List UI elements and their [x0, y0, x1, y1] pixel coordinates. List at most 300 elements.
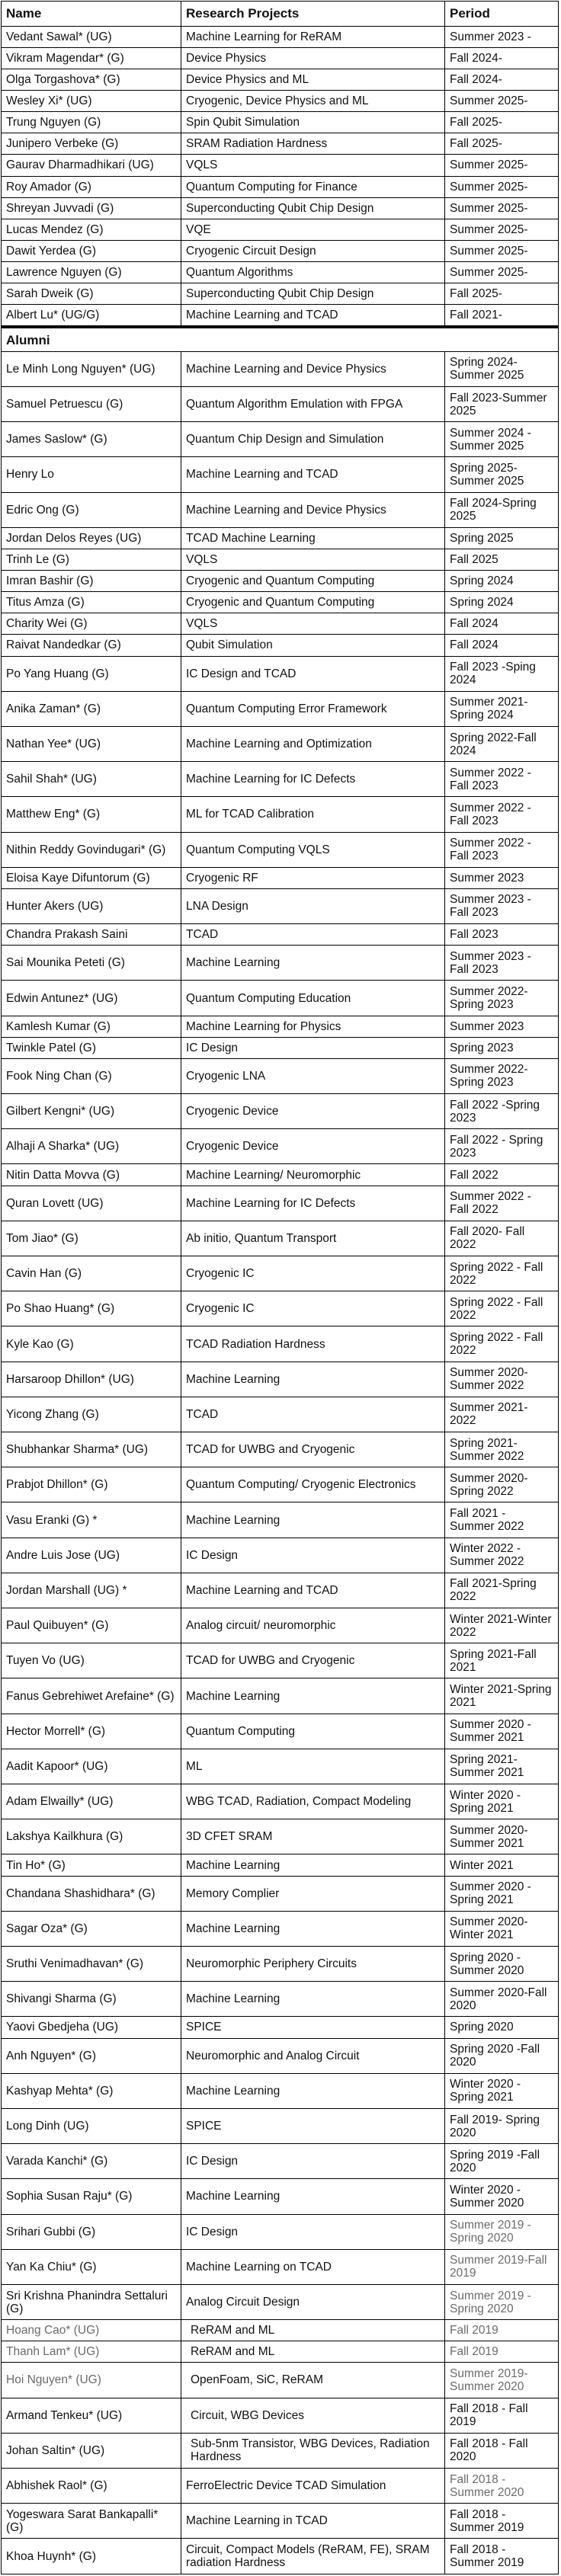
research-project: ReRAM and ML [181, 2320, 445, 2341]
person-name: Tuyen Vo (UG) [2, 1643, 181, 1678]
research-project: Machine Learning [181, 1678, 445, 1713]
table-row [2, 2039, 558, 2074]
research-project: Cryogenic and Quantum Computing [181, 571, 445, 591]
research-project: Device Physics and ML [181, 69, 445, 90]
person-name: Junipero Verbeke (G) [2, 133, 181, 154]
research-project: Machine Learning and Device Physics [181, 352, 445, 386]
research-project: VQLS [181, 155, 445, 175]
table-row [2, 1947, 558, 1982]
period: Fall 2021- [450, 309, 502, 322]
table-row [2, 657, 558, 692]
period: Spring 2022 - Fall 2022 [450, 1295, 543, 1322]
table-row [2, 1784, 558, 1819]
period: Summer 2020-Summer 2021 [450, 1823, 528, 1850]
table-row [2, 833, 558, 868]
table-row [2, 635, 558, 656]
research-project: Analog Circuit Design [181, 2285, 445, 2319]
period: Summer 2020-Summer 2022 [450, 1366, 528, 1393]
table-row [2, 2074, 558, 2109]
person-name: Abhishek Raol* (G) [2, 2469, 181, 2503]
person-name: Roy Amador (G) [2, 177, 181, 197]
person-name: Edric Ong (G) [2, 493, 181, 527]
period: Fall 2023 -Sping 2024 [450, 661, 536, 687]
person-name: Thanh Lam* (UG) [2, 2341, 181, 2362]
period: Winter 2022 - Summer 2022 [450, 1542, 524, 1569]
table-row [2, 112, 558, 133]
table-row [2, 1164, 558, 1186]
research-project: Quantum Computing Error Framework [181, 692, 445, 726]
table-row [2, 2109, 558, 2144]
table-row [2, 1016, 558, 1038]
table-row [2, 613, 558, 635]
period: Summer 2025- [450, 201, 528, 215]
period: Fall 2022 -Spring 2023 [450, 1098, 540, 1125]
table-row [2, 1038, 558, 1059]
research-project: WBG TCAD, Radiation, Compact Modeling [181, 1784, 445, 1819]
research-project: SPICE [181, 2017, 445, 2037]
period: Fall 2024 [450, 638, 498, 652]
person-name: Anh Nguyen* (G) [2, 2039, 181, 2073]
research-project: Machine Learning in TCAD [181, 2504, 445, 2538]
research-project: OpenFoam, SiC, ReRAM [181, 2363, 445, 2397]
research-project: Superconducting Qubit Chip Design [181, 283, 445, 304]
research-project: IC Design [181, 1538, 445, 1573]
period: Summer 2025- [450, 222, 528, 236]
period: Fall 2025- [450, 116, 502, 130]
period: Fall 2020- Fall 2022 [450, 1225, 525, 1252]
period: Summer 2025- [450, 266, 528, 280]
person-name: Srihari Gubbi (G) [2, 2215, 181, 2249]
person-name: Sai Mounika Peteti (G) [2, 946, 181, 980]
person-name: Shivangi Sharma (G) [2, 1982, 181, 2016]
table-row [2, 2363, 558, 2398]
period: Spring 2024 [450, 596, 514, 610]
research-project: Machine Learning and TCAD [181, 305, 445, 325]
table-row [2, 1326, 558, 1362]
person-name: Anika Zaman* (G) [2, 692, 181, 726]
table-row [2, 1186, 558, 1221]
research-project: Machine Learning and TCAD [181, 457, 445, 491]
table-row [2, 1749, 558, 1784]
table-row [2, 762, 558, 797]
research-project: Machine Learning and TCAD [181, 1573, 445, 1608]
period: Fall 2021 - Summer 2022 [450, 1507, 524, 1534]
research-project: ReRAM and ML [181, 2341, 445, 2362]
person-name: Sophia Susan Raju* (G) [2, 2179, 181, 2213]
person-name: Yicong Zhang (G) [2, 1397, 181, 1432]
table-row [2, 387, 558, 422]
period: Fall 2023 [450, 928, 498, 942]
research-project: Neuromorphic and Analog Circuit [181, 2039, 445, 2073]
person-name: Le Minh Long Nguyen* (UG) [2, 352, 181, 386]
table-row [2, 1256, 558, 1291]
period: Fall 2025- [450, 287, 502, 301]
research-project: IC Design [181, 1038, 445, 1058]
table-row [2, 91, 558, 112]
person-name: Hoang Cao* (UG) [2, 2320, 181, 2341]
period: Summer 2023 - Fall 2023 [450, 893, 531, 920]
period: Winter 2021-Spring 2021 [450, 1683, 552, 1710]
table-row [2, 2179, 558, 2214]
period: Summer 2022-Spring 2023 [450, 985, 528, 1011]
period: Summer 2023 [450, 1019, 524, 1033]
period: Fall 2024- [450, 72, 502, 86]
period: Summer 2019-Summer 2020 [450, 2366, 528, 2393]
period: Winter 2021-Winter 2022 [450, 1612, 552, 1639]
period: Spring 2025 [450, 531, 514, 545]
research-project: TCAD Radiation Hardness [181, 1326, 445, 1361]
period: Summer 2021-2022 [450, 1401, 528, 1428]
research-project: Quantum Computing for Finance [181, 177, 445, 197]
research-project: LNA Design [181, 889, 445, 923]
person-name: Prabjot Dhillon* (G) [2, 1467, 181, 1502]
research-project: Quantum Computing VQLS [181, 833, 445, 867]
people-table [1, 1, 559, 2574]
person-name: Nitin Datta Movva (G) [2, 1164, 181, 1185]
research-project: TCAD [181, 924, 445, 945]
table-row [2, 2285, 558, 2320]
person-name: Lakshya Kailkhura (G) [2, 1819, 181, 1854]
person-name: Tom Jiao* (G) [2, 1221, 181, 1256]
table-row [2, 1912, 558, 1947]
person-name: Harsaroop Dhillon* (UG) [2, 1362, 181, 1397]
person-name: Lucas Mendez (G) [2, 219, 181, 240]
table-row [2, 2341, 558, 2363]
period: Summer 2020-Spring 2022 [450, 1471, 528, 1498]
person-name: Kamlesh Kumar (G) [2, 1016, 181, 1037]
research-project: 3D CFET SRAM [181, 1819, 445, 1854]
period: Fall 2019- Spring 2020 [450, 2113, 540, 2139]
period: Winter 2020 - Summer 2020 [450, 2183, 524, 2210]
research-project: VQLS [181, 549, 445, 570]
person-name: Kashyap Mehta* (G) [2, 2074, 181, 2108]
period: Fall 2019 [450, 2324, 498, 2338]
person-name: Sruthi Venimadhavan* (G) [2, 1947, 181, 1981]
table-row [2, 27, 558, 48]
person-name: Edwin Antunez* (UG) [2, 981, 181, 1015]
table-row [2, 981, 558, 1016]
period: Spring 2024-Summer 2025 [450, 356, 524, 382]
table-row [2, 2539, 558, 2574]
person-name: Sri Krishna Phanindra Settaluri (G) [2, 2285, 181, 2319]
table-row [2, 1094, 558, 1129]
period: Fall 2022 [450, 1168, 498, 1182]
table-row [2, 1059, 558, 1094]
table-row [2, 422, 558, 457]
period: Fall 2018 - Summer 2019 [450, 2543, 524, 2569]
person-name: Aadit Kapoor* (UG) [2, 1749, 181, 1784]
table-row [2, 1432, 558, 1467]
person-name: Hunter Akers (UG) [2, 889, 181, 923]
period: Summer 2024 - Summer 2025 [450, 426, 531, 453]
person-name: Sahil Shah* (UG) [2, 762, 181, 796]
research-project: Ab initio, Quantum Transport [181, 1221, 445, 1256]
table-row [2, 549, 558, 571]
research-project: Machine Learning [181, 2074, 445, 2108]
table-row [2, 592, 558, 613]
period: Spring 2022 - Fall 2022 [450, 1260, 543, 1287]
research-project: ML for TCAD Calibration [181, 797, 445, 831]
table-row [2, 2215, 558, 2250]
table-row [2, 262, 558, 283]
period: Summer 2019 - Spring 2020 [450, 2219, 531, 2245]
period: Fall 2018 - Summer 2020 [450, 2472, 524, 2499]
period: Summer 2022 - Fall 2023 [450, 837, 531, 863]
person-name: Nithin Reddy Govindugari* (G) [2, 833, 181, 867]
research-project: IC Design and TCAD [181, 657, 445, 691]
table-row [2, 1819, 558, 1854]
table-row [2, 2144, 558, 2179]
period: Spring 2019 -Fall 2020 [450, 2148, 540, 2174]
person-name: Charity Wei (G) [2, 613, 181, 634]
table-row [2, 1877, 558, 1912]
research-project: Machine Learning [181, 946, 445, 980]
period: Summer 2025- [450, 180, 528, 194]
table-row [2, 1854, 558, 1876]
person-name: Yaovi Gbedjeha (UG) [2, 2017, 181, 2037]
period: Spring 2021-Summer 2021 [450, 1753, 524, 1780]
research-project: Cryogenic IC [181, 1291, 445, 1326]
research-project: Quantum Computing/ Cryogenic Electronics [181, 1467, 445, 1502]
research-project: Quantum Computing [181, 1714, 445, 1749]
person-name: Andre Luis Jose (UG) [2, 1538, 181, 1573]
period: Winter 2020 - Spring 2021 [450, 2078, 521, 2104]
person-name: Sagar Oza* (G) [2, 1912, 181, 1946]
research-project: Spin Qubit Simulation [181, 112, 445, 133]
person-name: Fanus Gebrehiwet Arefaine* (G) [2, 1678, 181, 1713]
research-project: TCAD for UWBG and Cryogenic [181, 1432, 445, 1467]
table-row [2, 69, 558, 91]
person-name: Kyle Kao (G) [2, 1326, 181, 1361]
research-project: Machine Learning/ Neuromorphic [181, 1164, 445, 1185]
research-project: IC Design [181, 2215, 445, 2249]
period: Winter 2021 [450, 1858, 514, 1872]
table-row [2, 1467, 558, 1502]
research-project: Machine Learning [181, 1982, 445, 2016]
person-name: Lawrence Nguyen (G) [2, 262, 181, 283]
period: Fall 2025- [450, 137, 502, 151]
period: Summer 2022 - Fall 2022 [450, 1190, 531, 1217]
person-name: Adam Elwailly* (UG) [2, 1784, 181, 1819]
table-row [2, 352, 558, 387]
period: Summer 2022 - Fall 2023 [450, 801, 531, 827]
table-row [2, 1643, 558, 1678]
research-project: Neuromorphic Periphery Circuits [181, 1947, 445, 1981]
period: Fall 2018 - Fall 2020 [450, 2437, 528, 2464]
table-row [2, 946, 558, 981]
research-project: Machine Learning and Optimization [181, 727, 445, 761]
table-row [2, 283, 558, 305]
table-row [2, 889, 558, 924]
period: Spring 2022 - Fall 2022 [450, 1331, 543, 1357]
research-project: Machine Learning for IC Defects [181, 1186, 445, 1221]
research-project: Machine Learning [181, 1502, 445, 1537]
research-project: Machine Learning and Device Physics [181, 493, 445, 527]
person-name: Sarah Dweik (G) [2, 283, 181, 304]
period: Fall 2022 - Spring 2023 [450, 1133, 543, 1160]
research-project: Cryogenic, Device Physics and ML [181, 91, 445, 111]
person-name: Po Yang Huang (G) [2, 657, 181, 691]
person-name: Jordan Marshall (UG) * [2, 1573, 181, 1608]
table-row [2, 2017, 558, 2038]
person-name: Gaurav Dharmadhikari (UG) [2, 155, 181, 175]
research-project: Machine Learning [181, 1854, 445, 1875]
table-row [2, 1608, 558, 1643]
person-name: Twinkle Patel (G) [2, 1038, 181, 1058]
table-row [2, 1502, 558, 1538]
person-name: Vasu Eranki (G) * [2, 1502, 181, 1537]
research-project: Quantum Algorithms [181, 262, 445, 283]
table-row [2, 198, 558, 219]
research-project: Circuit, Compact Models (ReRAM, FE), SRAM radiation Hardness [181, 2539, 445, 2573]
period: Summer 2020 - Spring 2021 [450, 1880, 531, 1907]
person-name: Samuel Petruescu (G) [2, 387, 181, 421]
person-name: Fook Ning Chan (G) [2, 1059, 181, 1093]
person-name: Shubhankar Sharma* (UG) [2, 1432, 181, 1467]
table-row [2, 924, 558, 946]
person-name: Matthew Eng* (G) [2, 797, 181, 831]
table-row [2, 2320, 558, 2341]
research-project: SRAM Radiation Hardness [181, 133, 445, 154]
table-row [2, 457, 558, 492]
period: Fall 2024- [450, 51, 502, 65]
person-name: Nathan Yee* (UG) [2, 727, 181, 761]
person-name: Jordan Delos Reyes (UG) [2, 528, 181, 549]
person-name: Hector Morrell* (G) [2, 1714, 181, 1749]
period: Fall 2025 [450, 552, 498, 566]
period: Fall 2018 - Fall 2019 [450, 2402, 528, 2429]
table-row [2, 1291, 558, 1326]
table-row [2, 1129, 558, 1164]
table-row [2, 1538, 558, 1573]
table-row [2, 305, 558, 326]
table-row [2, 1714, 558, 1749]
table-row [2, 177, 558, 198]
table-row [2, 2434, 558, 2469]
alumni-section-header [2, 328, 558, 351]
person-name: Wesley Xi* (UG) [2, 91, 181, 111]
period: Summer 2023 - [450, 30, 531, 43]
research-project: Machine Learning [181, 1362, 445, 1397]
period: Spring 2022-Fall 2024 [450, 731, 537, 757]
period: Fall 2019 [450, 2345, 498, 2359]
table-row [2, 797, 558, 832]
person-name: Paul Quibuyen* (G) [2, 1608, 181, 1643]
person-name: Vedant Sawal* (UG) [2, 27, 181, 47]
period: Spring 2021-Fall 2021 [450, 1647, 537, 1674]
table-row [2, 48, 558, 69]
table-row [2, 528, 558, 549]
table-row [2, 1362, 558, 1397]
table-row [2, 493, 558, 528]
research-project: IC Design [181, 2144, 445, 2178]
person-name: Armand Tenkeu* (UG) [2, 2398, 181, 2433]
research-project: Machine Learning on TCAD [181, 2250, 445, 2284]
person-name: Tin Ho* (G) [2, 1854, 181, 1875]
person-name: Khoa Huynh* (G) [2, 2539, 181, 2573]
research-project: Memory Complier [181, 1877, 445, 1911]
period: Summer 2020 - Summer 2021 [450, 1718, 531, 1745]
research-project: Analog circuit/ neuromorphic [181, 1608, 445, 1643]
period: Summer 2025- [450, 94, 528, 108]
person-name: James Saslow* (G) [2, 422, 181, 456]
person-name: Chandana Shashidhara* (G) [2, 1877, 181, 1911]
period: Fall 2018 - Summer 2019 [450, 2507, 524, 2534]
table-row [2, 2504, 558, 2539]
research-project: TCAD [181, 1397, 445, 1432]
person-name: Shreyan Juvvadi (G) [2, 198, 181, 219]
person-name: Eloisa Kaye Difuntorum (G) [2, 868, 181, 888]
table-row [2, 692, 558, 727]
table-row [2, 1678, 558, 1714]
person-name: Varada Kanchi* (G) [2, 2144, 181, 2178]
person-name: Yan Ka Chiu* (G) [2, 2250, 181, 2284]
person-name: Titus Amza (G) [2, 592, 181, 613]
period: Summer 2020-Winter 2021 [450, 1915, 528, 1942]
person-name: Trinh Le (G) [2, 549, 181, 570]
table-row [2, 2398, 558, 2434]
period: Spring 2023 [450, 1041, 514, 1054]
header-name: Name [2, 2, 181, 26]
header-period: Period [450, 6, 490, 21]
research-project: TCAD Machine Learning [181, 528, 445, 549]
period: Summer 2019 - Spring 2020 [450, 2289, 531, 2315]
research-project: Machine Learning for ReRAM [181, 27, 445, 47]
table-row [2, 571, 558, 592]
research-project: TCAD for UWBG and Cryogenic [181, 1643, 445, 1678]
period: Fall 2021-Spring 2022 [450, 1577, 537, 1604]
table-row [2, 1221, 558, 1256]
research-project: Sub-5nm Transistor, WBG Devices, Radiation Hardness [181, 2434, 445, 2468]
research-project: Machine Learning [181, 1912, 445, 1946]
research-project: Machine Learning for Physics [181, 1016, 445, 1037]
period: Spring 2024 [450, 574, 514, 588]
table-row [2, 133, 558, 155]
research-project: Superconducting Qubit Chip Design [181, 198, 445, 219]
period: Fall 2024 [450, 617, 498, 631]
table-row [2, 155, 558, 176]
research-project: VQE [181, 219, 445, 240]
research-project: Quantum Chip Design and Simulation [181, 422, 445, 456]
table-row [2, 868, 558, 889]
period: Summer 2021-Spring 2024 [450, 696, 528, 722]
header-projects: Research Projects [181, 2, 445, 26]
person-name: Yogeswara Sarat Bankapalli* (G) [2, 2504, 181, 2538]
research-project: FerroElectric Device TCAD Simulation [181, 2469, 445, 2503]
research-project: Device Physics [181, 48, 445, 69]
period: Fall 2024-Spring 2025 [450, 497, 537, 523]
research-project: SPICE [181, 2109, 445, 2143]
person-name: Albert Lu* (UG/G) [2, 305, 181, 325]
alumni-label: Alumni [6, 332, 50, 347]
period: Summer 2020-Fall 2020 [450, 1986, 547, 2012]
period: Spring 2020 [450, 2021, 514, 2034]
table-row [2, 1397, 558, 1432]
table-row [2, 1982, 558, 2017]
table-header [2, 2, 558, 27]
person-name: Vikram Magendar* (G) [2, 48, 181, 69]
research-project: Cryogenic RF [181, 868, 445, 888]
research-project: Cryogenic Circuit Design [181, 241, 445, 261]
person-name: Henry Lo [2, 457, 181, 491]
research-project: Cryogenic Device [181, 1094, 445, 1128]
table-row [2, 219, 558, 241]
person-name: Po Shao Huang* (G) [2, 1291, 181, 1326]
person-name: Alhaji A Sharka* (UG) [2, 1129, 181, 1163]
period: Summer 2025- [450, 244, 528, 258]
person-name: Dawit Yerdea (G) [2, 241, 181, 261]
person-name: Olga Torgashova* (G) [2, 69, 181, 90]
